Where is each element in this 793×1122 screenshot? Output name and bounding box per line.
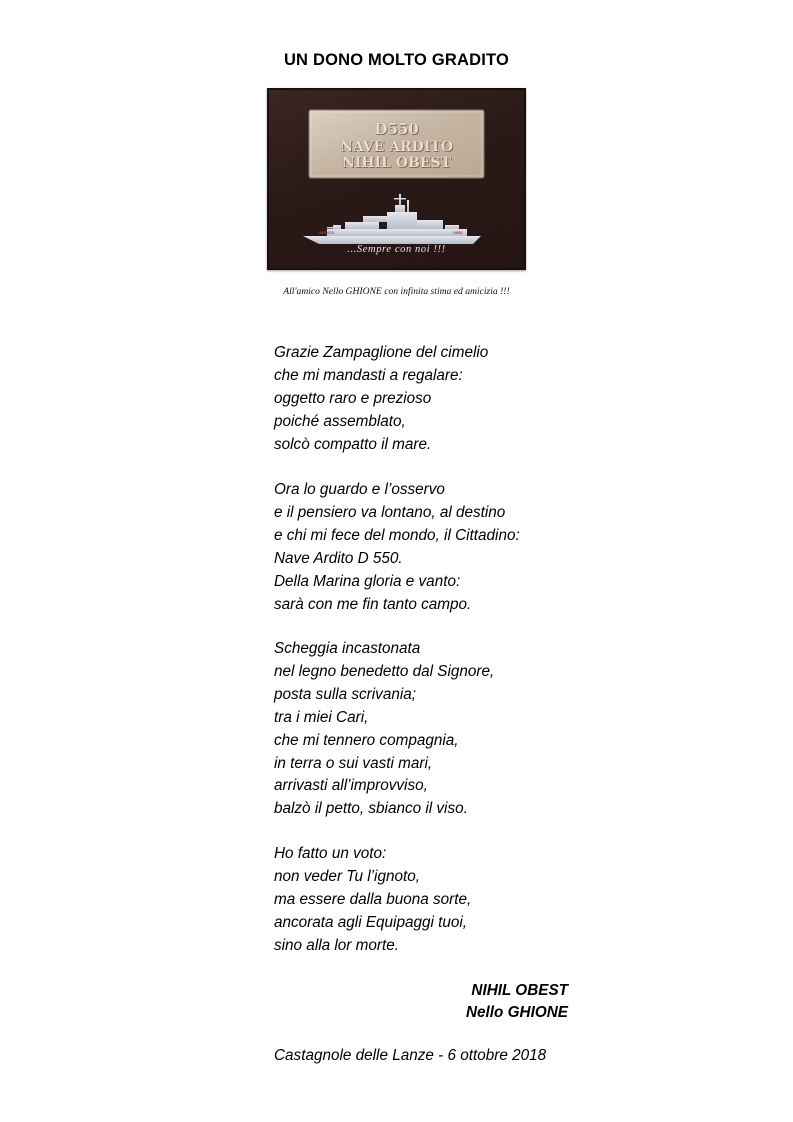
ship-name-label: ARDITO xyxy=(319,230,335,235)
poem-line: balzò il petto, sbianco il viso. xyxy=(274,800,468,818)
poem-line: Grazie Zampaglione del cimelio xyxy=(274,344,489,361)
poem-stanza-1 xyxy=(274,342,488,457)
poem-line: che mi tennero compagnia, xyxy=(274,731,459,749)
poem-line: Della Marina gloria e vanto: xyxy=(274,572,461,590)
poem-stanza-4 xyxy=(274,843,471,958)
poem-line: arrivasti all’improvviso, xyxy=(274,777,428,795)
plate-line-2: NAVE ARDITO xyxy=(340,139,453,155)
poem-line: nel legno benedetto dal Signore, xyxy=(274,662,495,680)
plaque-motto: ...Sempre con noi !!! xyxy=(347,244,446,255)
poem-stanza-3 xyxy=(274,638,494,821)
poem-line: tra i miei Cari, xyxy=(274,708,369,726)
ship-number-label: D550 xyxy=(453,230,463,235)
poem-line: solcò compatto il mare. xyxy=(274,435,432,453)
plaque-graphics xyxy=(267,88,526,270)
poem-line: sarà con me fin tanto campo. xyxy=(274,595,472,613)
poem-line: ma essere dalla buona sorte, xyxy=(274,890,472,908)
ship-silhouette xyxy=(303,194,481,244)
poem-stanza-2 xyxy=(274,479,520,616)
poem-line: Ho fatto un voto: xyxy=(274,845,387,862)
signature-motto: NIHIL OBEST xyxy=(471,982,568,999)
poem-line: e il pensiero va lontano, al destino xyxy=(274,503,506,521)
poem-line: in terra o sui vasti mari, xyxy=(274,754,433,772)
poem-line: poiché assemblato, xyxy=(274,412,406,430)
poem-line: posta sulla scrivania; xyxy=(274,685,416,703)
place-and-date: Castagnole delle Lanze - 6 ottobre 2018 xyxy=(274,1047,547,1064)
dedication-caption: All'amico Nello GHIONE con infinita stima ed amicizia !!! xyxy=(283,286,510,297)
poem-line: Ora lo guardo e l’osservo xyxy=(274,481,445,498)
poem-line: Scheggia incastonata xyxy=(274,640,421,657)
poem-line: ancorata agli Equipaggi tuoi, xyxy=(274,913,468,931)
plate-line-1: D550 xyxy=(374,120,419,138)
document-title: UN DONO MOLTO GRADITO xyxy=(283,51,510,69)
commemorative-plaque-photo xyxy=(267,88,526,270)
poem-line: Nave Ardito D 550. xyxy=(274,549,403,567)
signature-author: Nello GHIONE xyxy=(466,1004,568,1021)
poem-line: oggetto raro e prezioso xyxy=(274,389,432,407)
poem-line: non veder Tu l’ignoto, xyxy=(274,867,420,885)
poem-line: sino alla lor morte. xyxy=(274,936,399,954)
plate-line-3: NIHIL OBEST xyxy=(341,155,452,171)
poem-line: che mi mandasti a regalare: xyxy=(274,366,463,384)
poem-line: e chi mi fece del mondo, il Cittadino: xyxy=(274,526,520,544)
